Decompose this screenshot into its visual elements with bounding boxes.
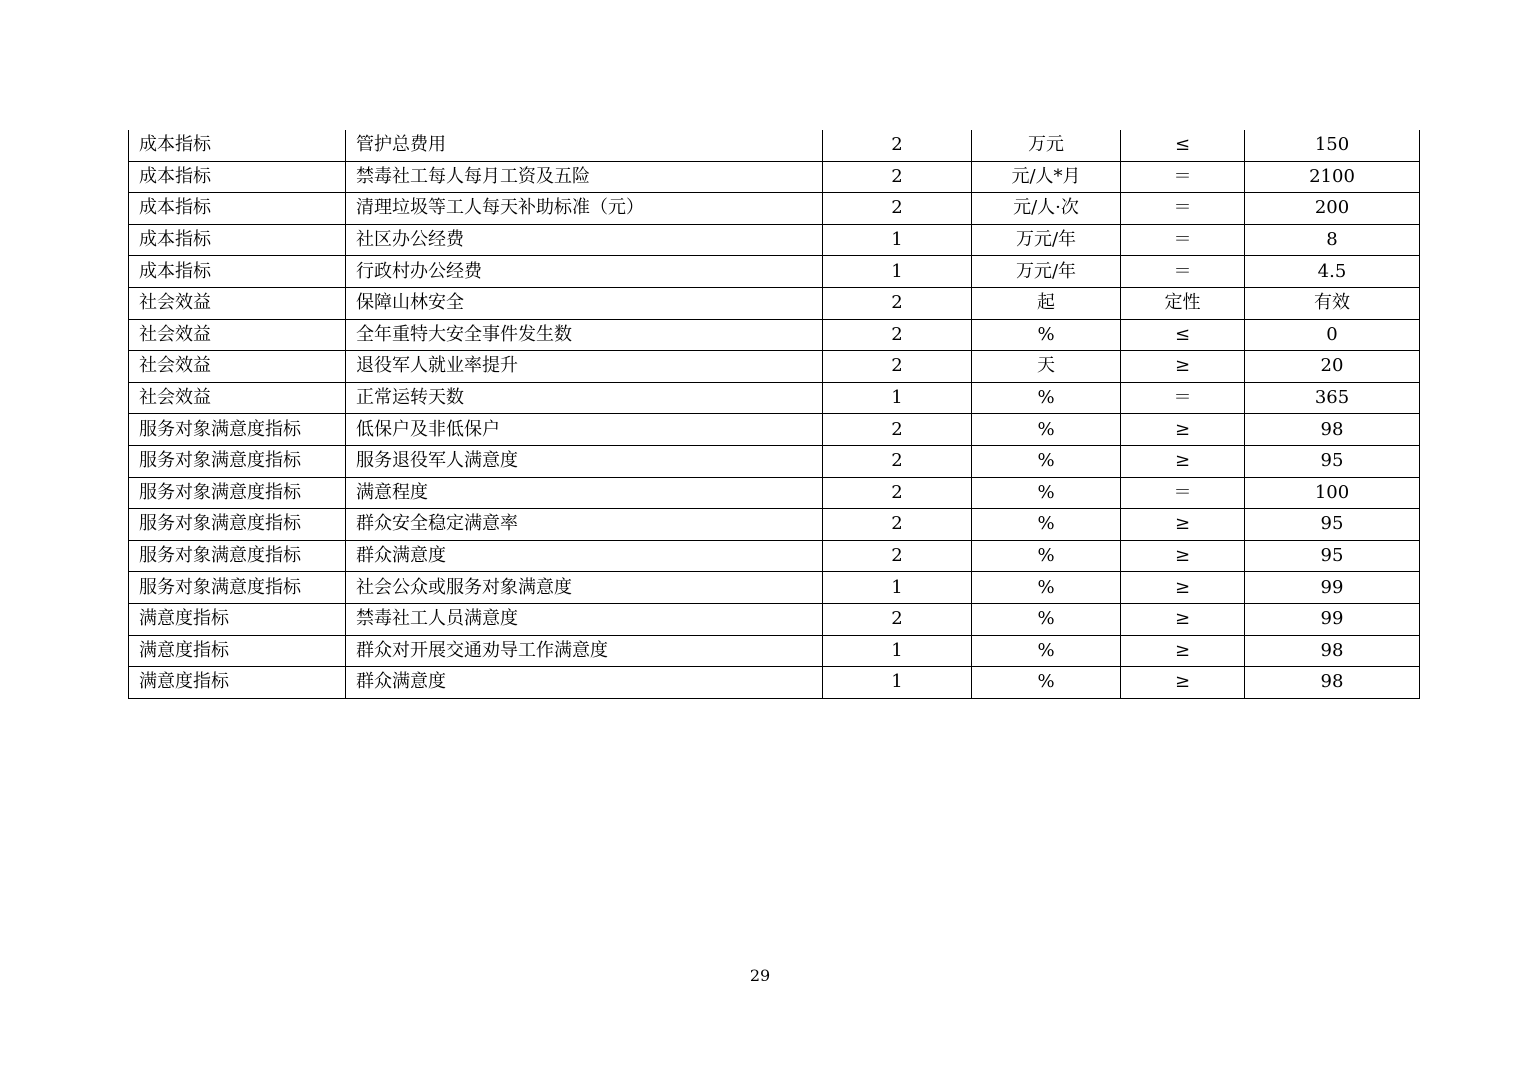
target-value-cell: 98: [1245, 414, 1420, 446]
category-cell: 社会效益: [129, 351, 346, 383]
operator-cell: ＝: [1121, 382, 1245, 414]
weight-cell: 2: [823, 414, 972, 446]
target-value-cell: 4.5: [1245, 256, 1420, 288]
target-value-cell: 99: [1245, 572, 1420, 604]
category-cell: 满意度指标: [129, 603, 346, 635]
operator-cell: ≥: [1121, 572, 1245, 604]
page-number: 29: [749, 966, 771, 985]
weight-cell: 1: [823, 256, 972, 288]
weight-cell: 2: [823, 540, 972, 572]
unit-cell: 万元: [972, 130, 1121, 161]
unit-cell: 起: [972, 287, 1121, 319]
weight-cell: 1: [823, 635, 972, 667]
unit-cell: %: [972, 445, 1121, 477]
table-row: [129, 382, 1420, 414]
target-value-cell: 95: [1245, 540, 1420, 572]
indicator-cell: 群众满意度: [346, 540, 823, 572]
indicator-cell: 禁毒社工每人每月工资及五险: [346, 161, 823, 193]
weight-cell: 2: [823, 445, 972, 477]
unit-cell: %: [972, 572, 1121, 604]
category-cell: 社会效益: [129, 382, 346, 414]
target-value-cell: 150: [1245, 130, 1420, 161]
unit-cell: 元/人*月: [972, 161, 1121, 193]
unit-cell: 万元/年: [972, 256, 1121, 288]
category-cell: 服务对象满意度指标: [129, 509, 346, 541]
table-row: [129, 477, 1420, 509]
weight-cell: 2: [823, 509, 972, 541]
operator-cell: ≥: [1121, 445, 1245, 477]
indicator-table: [128, 130, 1420, 699]
weight-cell: 1: [823, 667, 972, 699]
target-value-cell: 99: [1245, 603, 1420, 635]
category-cell: 服务对象满意度指标: [129, 414, 346, 446]
unit-cell: %: [972, 635, 1121, 667]
operator-cell: ≥: [1121, 667, 1245, 699]
weight-cell: 2: [823, 193, 972, 225]
target-value-cell: 20: [1245, 351, 1420, 383]
indicator-cell: 禁毒社工人员满意度: [346, 603, 823, 635]
weight-cell: 1: [823, 224, 972, 256]
weight-cell: 1: [823, 382, 972, 414]
target-value-cell: 2100: [1245, 161, 1420, 193]
weight-cell: 2: [823, 351, 972, 383]
unit-cell: %: [972, 509, 1121, 541]
category-cell: 成本指标: [129, 256, 346, 288]
weight-cell: 2: [823, 161, 972, 193]
weight-cell: 2: [823, 287, 972, 319]
operator-cell: ＝: [1121, 256, 1245, 288]
indicator-cell: 行政村办公经费: [346, 256, 823, 288]
table-row: [129, 603, 1420, 635]
category-cell: 服务对象满意度指标: [129, 572, 346, 604]
category-cell: 服务对象满意度指标: [129, 477, 346, 509]
table-row: [129, 572, 1420, 604]
operator-cell: 定性: [1121, 287, 1245, 319]
category-cell: 成本指标: [129, 193, 346, 225]
weight-cell: 2: [823, 319, 972, 351]
indicator-cell: 低保户及非低保户: [346, 414, 823, 446]
operator-cell: ≥: [1121, 540, 1245, 572]
operator-cell: ＝: [1121, 224, 1245, 256]
unit-cell: %: [972, 603, 1121, 635]
indicator-cell: 群众对开展交通劝导工作满意度: [346, 635, 823, 667]
table-row: [129, 414, 1420, 446]
unit-cell: 天: [972, 351, 1121, 383]
target-value-cell: 95: [1245, 509, 1420, 541]
target-value-cell: 95: [1245, 445, 1420, 477]
operator-cell: ＝: [1121, 193, 1245, 225]
table-row: [129, 351, 1420, 383]
unit-cell: %: [972, 477, 1121, 509]
table-row: [129, 667, 1420, 699]
indicator-cell: 管护总费用: [346, 130, 823, 161]
table-row: [129, 193, 1420, 225]
unit-cell: %: [972, 667, 1121, 699]
category-cell: 服务对象满意度指标: [129, 540, 346, 572]
table-row: [129, 287, 1420, 319]
table-row: [129, 635, 1420, 667]
unit-cell: %: [972, 382, 1121, 414]
target-value-cell: 0: [1245, 319, 1420, 351]
target-value-cell: 200: [1245, 193, 1420, 225]
table-row: [129, 130, 1420, 161]
operator-cell: ＝: [1121, 161, 1245, 193]
operator-cell: ≥: [1121, 635, 1245, 667]
indicator-cell: 满意程度: [346, 477, 823, 509]
weight-cell: 1: [823, 572, 972, 604]
operator-cell: ≥: [1121, 603, 1245, 635]
operator-cell: ≤: [1121, 319, 1245, 351]
category-cell: 满意度指标: [129, 635, 346, 667]
category-cell: 社会效益: [129, 319, 346, 351]
category-cell: 成本指标: [129, 161, 346, 193]
target-value-cell: 98: [1245, 635, 1420, 667]
unit-cell: %: [972, 319, 1121, 351]
table-row: [129, 319, 1420, 351]
category-cell: 社会效益: [129, 287, 346, 319]
operator-cell: ≤: [1121, 130, 1245, 161]
weight-cell: 2: [823, 603, 972, 635]
unit-cell: %: [972, 414, 1121, 446]
table-row: [129, 445, 1420, 477]
table-row: [129, 161, 1420, 193]
indicator-cell: 社区办公经费: [346, 224, 823, 256]
table-row: [129, 224, 1420, 256]
operator-cell: ＝: [1121, 477, 1245, 509]
indicator-cell: 群众满意度: [346, 667, 823, 699]
table-row: [129, 256, 1420, 288]
indicator-cell: 社会公众或服务对象满意度: [346, 572, 823, 604]
table-row: [129, 509, 1420, 541]
indicator-cell: 正常运转天数: [346, 382, 823, 414]
target-value-cell: 有效: [1245, 287, 1420, 319]
unit-cell: %: [972, 540, 1121, 572]
weight-cell: 2: [823, 130, 972, 161]
indicator-cell: 退役军人就业率提升: [346, 351, 823, 383]
target-value-cell: 98: [1245, 667, 1420, 699]
category-cell: 成本指标: [129, 130, 346, 161]
indicator-cell: 群众安全稳定满意率: [346, 509, 823, 541]
indicator-cell: 清理垃圾等工人每天补助标准（元）: [346, 193, 823, 225]
indicator-cell: 服务退役军人满意度: [346, 445, 823, 477]
unit-cell: 万元/年: [972, 224, 1121, 256]
table-row: [129, 540, 1420, 572]
weight-cell: 2: [823, 477, 972, 509]
operator-cell: ≥: [1121, 351, 1245, 383]
unit-cell: 元/人·次: [972, 193, 1121, 225]
operator-cell: ≥: [1121, 414, 1245, 446]
target-value-cell: 365: [1245, 382, 1420, 414]
category-cell: 满意度指标: [129, 667, 346, 699]
indicator-cell: 保障山林安全: [346, 287, 823, 319]
indicator-table-body: [129, 130, 1420, 698]
category-cell: 成本指标: [129, 224, 346, 256]
operator-cell: ≥: [1121, 509, 1245, 541]
category-cell: 服务对象满意度指标: [129, 445, 346, 477]
target-value-cell: 8: [1245, 224, 1420, 256]
target-value-cell: 100: [1245, 477, 1420, 509]
indicator-cell: 全年重特大安全事件发生数: [346, 319, 823, 351]
